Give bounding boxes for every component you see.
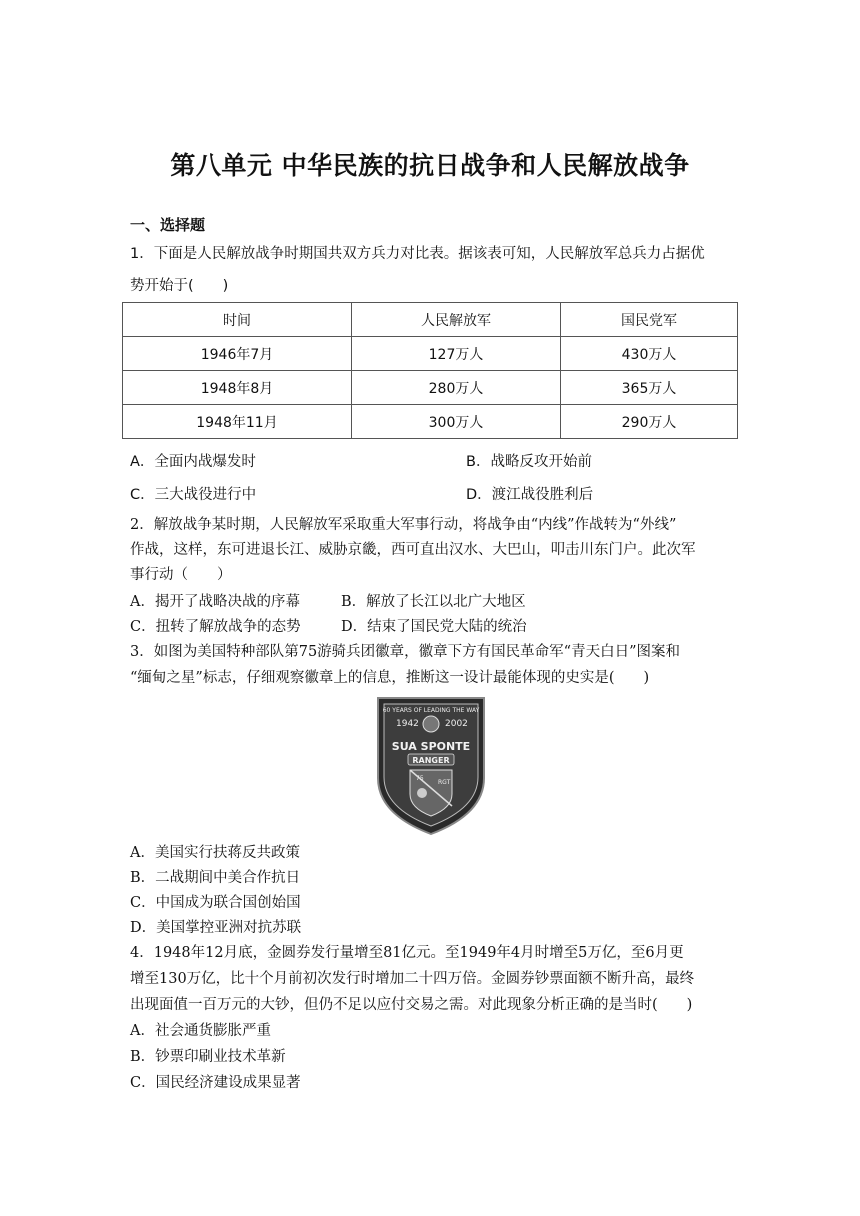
- q1-stem-line-2: 势开始于( ): [130, 278, 229, 294]
- q3-option-d: D．美国掌控亚洲对抗苏联: [130, 920, 302, 936]
- q4-stem-line-3: 出现面值一百万元的大钞，但仍不足以应付交易之需。对此现象分析正确的是当时( ): [130, 997, 693, 1013]
- table-cell: 1948年11月: [123, 405, 352, 439]
- badge-banner: RANGER: [412, 756, 450, 765]
- badge-unit-right: RGT: [438, 779, 451, 786]
- table-cell: 365万人: [561, 371, 738, 405]
- table-cell: 127万人: [352, 337, 561, 371]
- q3-stem-line-1: 3．如图为美国特种部队第75游骑兵团徽章，徽章下方有国民革命军“青天白日”图案和: [130, 644, 680, 660]
- sun-emblem-icon: [417, 788, 427, 798]
- q2-stem-line-3: 事行动（ ）: [130, 567, 232, 583]
- q2-option-b: B．解放了长江以北广大地区: [341, 594, 526, 610]
- troop-comparison-table: [122, 302, 738, 439]
- q4-option-c: C．国民经济建设成果显著: [130, 1075, 301, 1091]
- ranger-badge-image: [372, 694, 490, 836]
- table-row: [123, 337, 738, 371]
- q1-option-c: C．三大战役进行中: [130, 487, 257, 503]
- table-header-cell: 国民党军: [561, 303, 738, 337]
- q1-option-b: B．战略反攻开始前: [466, 454, 592, 470]
- q4-option-b: B．钞票印刷业技术革新: [130, 1049, 286, 1065]
- table-cell: 1946年7月: [123, 337, 352, 371]
- q1-option-d: D．渡江战役胜利后: [466, 487, 594, 503]
- page-title: 第八单元 中华民族的抗日战争和人民解放战争: [170, 151, 690, 180]
- q2-option-c: C．扭转了解放战争的态势: [130, 619, 301, 635]
- parachute-icon: [423, 716, 439, 732]
- table-cell: 280万人: [352, 371, 561, 405]
- badge-year-right: 2002: [445, 719, 468, 729]
- table-cell: 300万人: [352, 405, 561, 439]
- badge-motto: SUA SPONTE: [391, 740, 471, 753]
- table-cell: 1948年8月: [123, 371, 352, 405]
- q2-option-a: A．揭开了战略决战的序幕: [130, 594, 300, 610]
- table-header-row: [123, 303, 738, 337]
- section-heading: 一、选择题: [130, 216, 206, 234]
- q1-option-a: A．全面内战爆发时: [130, 454, 256, 470]
- table-row: [123, 371, 738, 405]
- badge-year-left: 1942: [396, 719, 419, 729]
- q3-option-b: B．二战期间中美合作抗日: [130, 870, 301, 886]
- table-header-cell: 人民解放军: [352, 303, 561, 337]
- badge-unit-left: 75: [416, 775, 424, 782]
- q2-stem-line-1: 2．解放战争某时期，人民解放军采取重大军事行动，将战争由“内线”作战转为“外线”: [130, 517, 677, 533]
- q3-option-a: A．美国实行扶蒋反共政策: [130, 845, 300, 861]
- table-cell: 430万人: [561, 337, 738, 371]
- q4-stem-line-2: 增至130万亿，比十个月前初次发行时增加二十四万倍。金圆券钞票面额不断升高，最终: [130, 971, 695, 987]
- q3-option-c: C．中国成为联合国创始国: [130, 895, 301, 911]
- table-header-cell: 时间: [123, 303, 352, 337]
- q2-option-d: D．结束了国民党大陆的统治: [341, 619, 527, 635]
- q3-stem-line-2: “缅甸之星”标志，仔细观察徽章上的信息，推断这一设计最能体现的史实是( ): [130, 670, 650, 686]
- badge-top-text: 60 YEARS OF LEADING THE WAY: [382, 707, 480, 714]
- table-cell: 290万人: [561, 405, 738, 439]
- q4-stem-line-1: 4．1948年12月底，金圆券发行量增至81亿元。至1949年4月时增至5万亿，至6月更: [130, 945, 684, 961]
- table-row: [123, 405, 738, 439]
- q1-stem-line-1: 1．下面是人民解放战争时期国共双方兵力对比表。据该表可知，人民解放军总兵力占据优: [130, 246, 705, 262]
- q2-stem-line-2: 作战，这样，东可进退长江、威胁京畿，西可直出汉水、大巴山，叩击川东门户。此次军: [130, 542, 696, 558]
- q4-option-a: A．社会通货膨胀严重: [130, 1023, 271, 1039]
